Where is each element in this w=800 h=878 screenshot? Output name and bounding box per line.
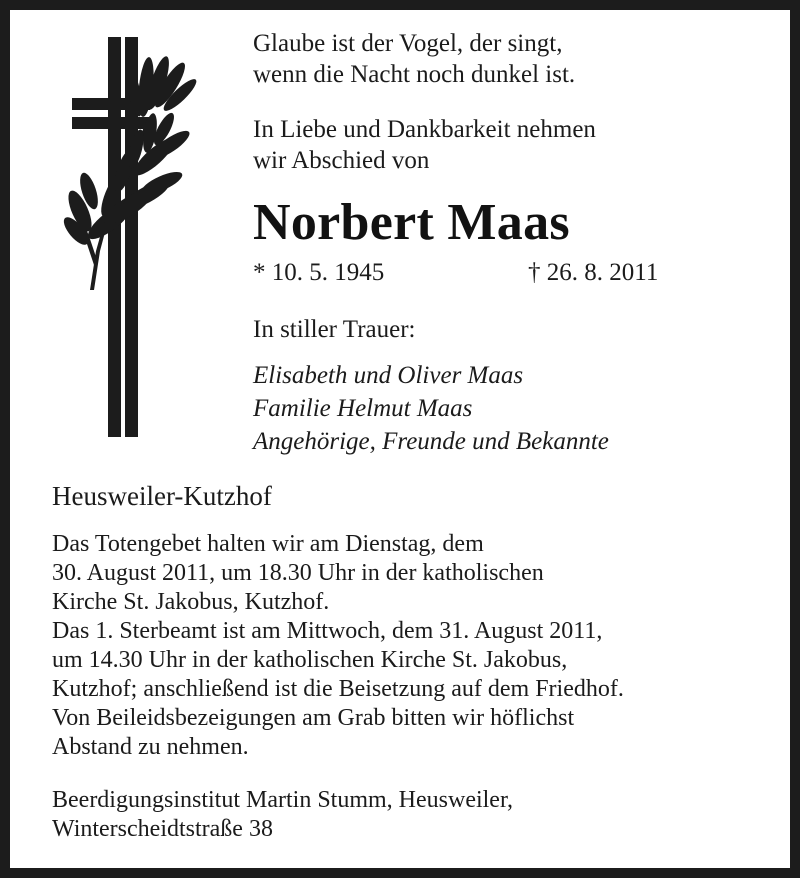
deceased-name: Norbert Maas (253, 194, 570, 251)
detail-line: Das Totengebet halten wir am Dienstag, dem (52, 531, 484, 557)
intro-line: wir Abschied von (253, 147, 430, 174)
detail-line: Von Beileidsbezeigungen am Grab bitten wir höflichst (52, 705, 575, 731)
place-name: Heusweiler-Kutzhof (52, 481, 272, 511)
detail-line: Kutzhof; anschließend ist die Beisetzung auf dem Friedhof. (52, 676, 624, 702)
funeral-institute (52, 786, 762, 844)
institute-line: Winterscheidtstraße 38 (52, 816, 273, 842)
verse-line: Glaube ist der Vogel, der singt, (253, 30, 563, 57)
detail-line: Abstand zu nehmen. (52, 734, 249, 760)
death-date-value: 26. 8. 2011 (546, 259, 659, 286)
intro-line: In Liebe und Dankbarkeit nehmen (253, 116, 596, 143)
intro-text (253, 114, 758, 176)
detail-line: 30. August 2011, um 18.30 Uhr in der katholischen (52, 560, 544, 586)
notice-sheet (10, 10, 790, 868)
detail-line: um 14.30 Uhr in der katholischen Kirche St. Jakobus, (52, 647, 568, 673)
mourner-line: Elisabeth und Oliver Maas (253, 362, 524, 389)
verse (253, 28, 758, 90)
birth-symbol-icon: * (253, 259, 266, 286)
mourning-label: In stiller Trauer: (253, 316, 416, 343)
upper-text-column (253, 28, 758, 458)
detail-line: Das 1. Sterbeamt ist am Mittwoch, dem 31. August 2011, (52, 618, 603, 644)
lower-text-block (52, 480, 762, 844)
birth-date-value: 10. 5. 1945 (271, 259, 385, 286)
funeral-details (52, 530, 762, 762)
life-dates (253, 258, 708, 288)
mourner-line: Angehörige, Freunde und Bekannte (253, 428, 609, 455)
institute-line: Beerdigungsinstitut Martin Stumm, Heusweiler, (52, 787, 513, 813)
mourners-list (253, 359, 758, 458)
death-date (528, 258, 658, 288)
cross-dagger-icon: † (528, 259, 541, 286)
mourner-line: Familie Helmut Maas (253, 395, 473, 422)
verse-line: wenn die Nacht noch dunkel ist. (253, 61, 576, 88)
cross-with-olive-branch-icon (50, 25, 215, 445)
birth-date (253, 258, 528, 288)
detail-line: Kirche St. Jakobus, Kutzhof. (52, 589, 330, 615)
